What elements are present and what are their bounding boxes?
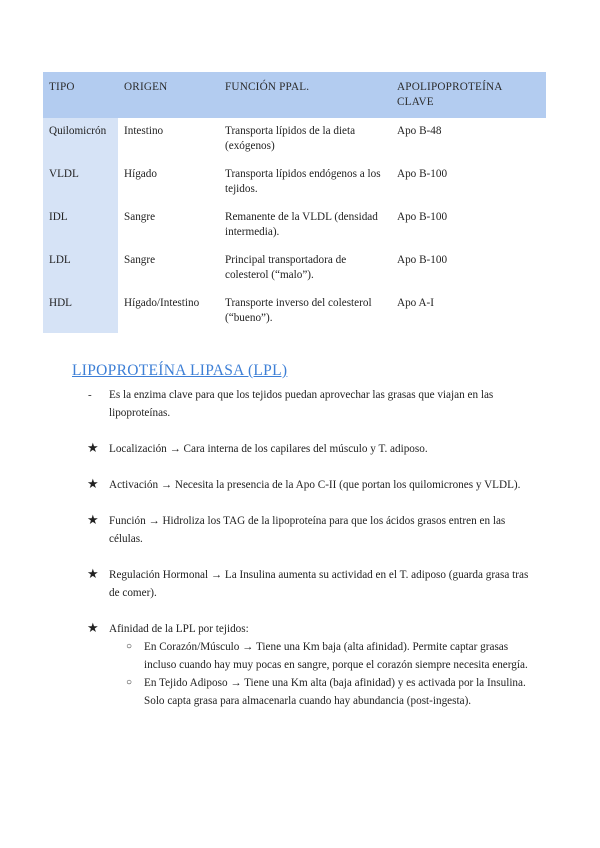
list-item-text: Activación → Necesita la presencia de la Apo C-II (que portan los quilomicrones y VLDL). (109, 479, 521, 491)
table-row (43, 161, 546, 204)
table-row (43, 290, 546, 333)
list-item-text: Localización → Cara interna de los capilares del músculo y T. adiposo. (109, 443, 428, 455)
list-item-activacion (72, 476, 532, 494)
table-row (43, 118, 546, 161)
star-icon: ★ (87, 512, 99, 527)
cell-apo: Apo B-48 (397, 125, 442, 137)
list-item-text: Regulación Hormonal → La Insulina aumenta su actividad en el T. adiposo (guarda grasa tras de comer). (109, 569, 529, 599)
intro-item (72, 386, 532, 422)
sub-item-text: En Corazón/Músculo → Tiene una Km baja (alta afinidad). Permite captar grasas incluso cuando hay muy pocas en sangre, porque el corazón siempre necesita energía. (144, 641, 528, 671)
cell-origen: Hígado/Intestino (124, 297, 200, 309)
star-icon: ★ (87, 566, 99, 581)
list-item-funcion (72, 512, 532, 548)
list-item-text: Afinidad de la LPL por tejidos: (109, 623, 249, 635)
list-item-localizacion (72, 440, 532, 458)
star-icon: ★ (87, 476, 99, 491)
star-icon: ★ (87, 440, 99, 455)
cell-origen: Sangre (124, 254, 156, 266)
cell-funcion: Principal transportadora de colesterol (“malo”). (225, 254, 347, 281)
header-funcion: FUNCIÓN PPAL. (219, 72, 391, 118)
table-header-row (43, 72, 546, 118)
cell-tipo: LDL (43, 247, 118, 290)
dash-bullet-icon: - (88, 389, 92, 401)
cell-origen: Sangre (124, 211, 156, 223)
circle-bullet-icon: ○ (126, 677, 133, 688)
lpl-list (72, 386, 532, 710)
cell-origen: Intestino (124, 125, 164, 137)
cell-tipo: Quilomicrón (43, 118, 118, 161)
header-apolipoproteina: APOLIPOPROTEÍNA CLAVE (391, 72, 546, 118)
cell-tipo: IDL (43, 204, 118, 247)
cell-funcion: Remanente de la VLDL (densidad intermedia). (225, 211, 378, 238)
cell-apo: Apo B-100 (397, 168, 448, 180)
cell-tipo: HDL (43, 290, 118, 333)
table-row (43, 204, 546, 247)
cell-funcion: Transporta lípidos endógenos a los tejidos. (225, 168, 381, 195)
header-tipo: TIPO (43, 72, 118, 118)
table-row (43, 247, 546, 290)
sub-item-text: En Tejido Adiposo → Tiene una Km alta (baja afinidad) y es activada por la Insulina. Solo capta grasa para almacenarla cuando hay abundancia (post-ingesta). (144, 677, 526, 707)
sub-item-adiposo (72, 674, 532, 710)
cell-tipo: VLDL (43, 161, 118, 204)
cell-apo: Apo B-100 (397, 211, 448, 223)
cell-funcion: Transporte inverso del colesterol (“bueno”). (225, 297, 372, 324)
lipoprotein-table (43, 72, 546, 333)
cell-origen: Hígado (124, 168, 157, 180)
circle-bullet-icon: ○ (126, 641, 133, 652)
intro-text: Es la enzima clave para que los tejidos puedan aprovechar las grasas que viajan en las lipoproteínas. (109, 389, 494, 419)
cell-apo: Apo B-100 (397, 254, 448, 266)
cell-funcion: Transporta lípidos de la dieta (exógenos) (225, 125, 356, 152)
list-item-afinidad (72, 620, 532, 638)
list-item-regulacion (72, 566, 532, 602)
star-icon: ★ (87, 620, 99, 635)
section-heading: LIPOPROTEÍNA LIPASA (LPL) (72, 362, 288, 379)
header-origen: ORIGEN (118, 72, 219, 118)
sub-item-corazon (72, 638, 532, 674)
cell-apo: Apo A-I (397, 297, 434, 309)
list-item-text: Función → Hidroliza los TAG de la lipoproteína para que los ácidos grasos entren en las células. (109, 515, 506, 545)
